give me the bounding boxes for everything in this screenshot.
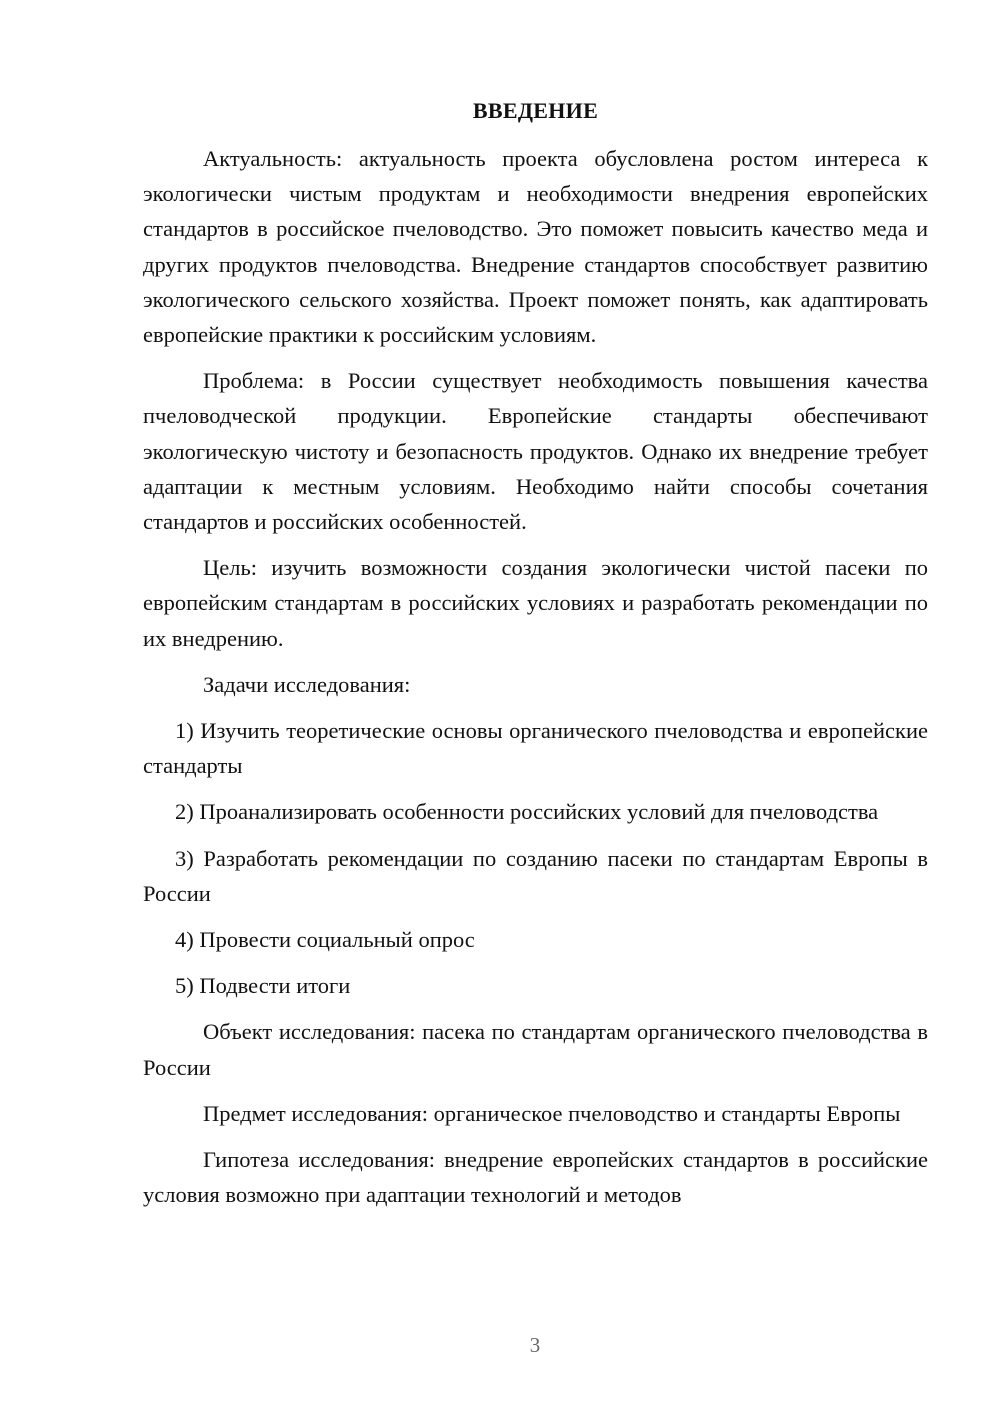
task-item-1: 1) Изучить теоретические основы органического пчеловодства и европейские стандарты (143, 718, 928, 779)
page-number: 3 (529, 1333, 541, 1357)
goal-paragraph: Цель: изучить возможности создания экологически чистой пасеки по европейским стандартам в российских условиях и разработать рекомендации по их внедрению. (143, 555, 928, 651)
task-item-2: 2) Проанализировать особенности российских условий для пчеловодства (175, 799, 879, 825)
document-page (143, 95, 928, 1223)
hypothesis-paragraph: Гипотеза исследования: внедрение европейских стандартов в российские условия возможно при адаптации технологий и методов (143, 1147, 928, 1208)
tasks-title: Задачи исследования: (203, 671, 411, 697)
subject-paragraph: Предмет исследования: органическое пчеловодство и стандарты Европы (203, 1100, 901, 1126)
task-item-5: 5) Подвести итоги (175, 973, 351, 999)
problem-paragraph: Проблема: в России существует необходимость повышения качества пчеловодческой продукции. Европейские стандарты обеспечивают экологическую чистоту и безопасность продуктов. Однако их внедрение требует адаптации к местным условиям. Необходимо найти способы сочетания стандартов и российских особенностей. (143, 368, 928, 535)
page-title: ВВЕДЕНИЕ (472, 98, 599, 123)
task-item-3: 3) Разработать рекомендации по созданию пасеки по стандартам Европы в России (143, 845, 928, 906)
task-item-4: 4) Провести социальный опрос (175, 927, 475, 953)
relevance-paragraph: Актуальность: актуальность проекта обусловлена ростом интереса к экологически чистым продуктам и необходимости внедрения европейских стандартов в российское пчеловодство. Это поможет повысить качество меда и других продуктов пчеловодства. Внедрение стандартов способствует развитию экологического сельского хозяйства. Проект поможет понять, как адаптировать европейские практики к российским условиям. (143, 146, 928, 348)
object-paragraph: Объект исследования: пасека по стандартам органического пчеловодства в России (143, 1019, 928, 1080)
